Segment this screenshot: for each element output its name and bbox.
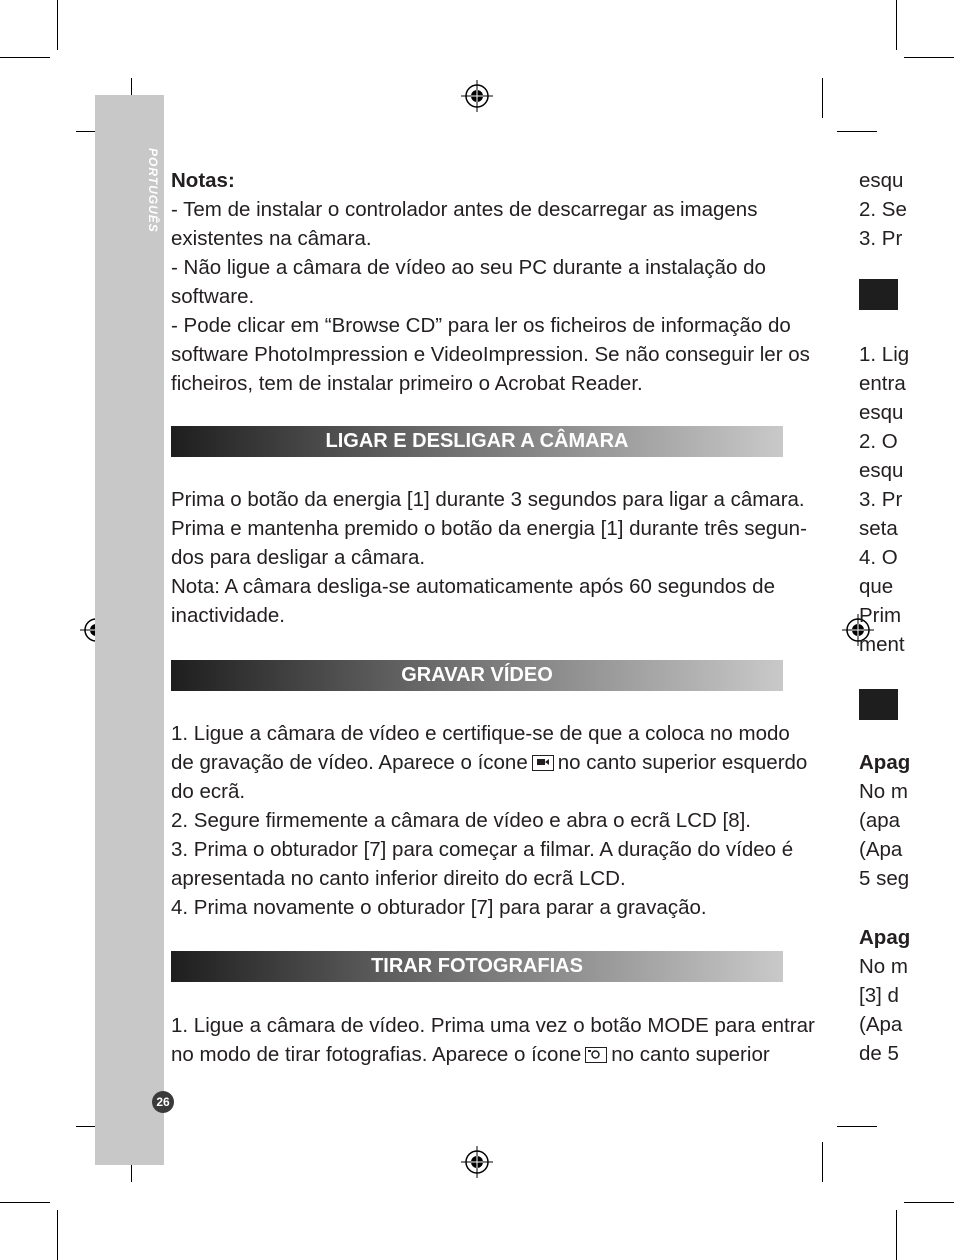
body-line: apresentada no canto inferior direito do ecrã LCD. <box>171 867 626 890</box>
notes-block <box>171 166 810 398</box>
power-block <box>171 485 807 630</box>
camera-mode-icon <box>585 1047 607 1063</box>
section-heading-photo: TIRAR FOTOGRAFIAS <box>171 951 783 982</box>
photo-block <box>171 1011 815 1069</box>
section-heading-video: GRAVAR VÍDEO <box>171 660 783 691</box>
crop-mark <box>904 1202 954 1203</box>
body-text: no modo de tirar fotografias. Aparece o ícone <box>171 1043 582 1066</box>
body-text: no canto superior esquerdo <box>557 751 808 774</box>
notes-line: - Não ligue a câmara de vídeo ao seu PC durante a instalação do <box>171 256 766 279</box>
adjacent-line: entra <box>859 372 906 395</box>
notes-line: software. <box>171 285 255 308</box>
adjacent-line: esqu <box>859 401 904 424</box>
section-heading-power: LIGAR E DESLIGAR A CÂMARA <box>171 426 783 457</box>
body-line: 3. Prima o obturador [7] para começar a filmar. A duração do vídeo é <box>171 838 794 861</box>
body-line: Nota: A câmara desliga-se automaticamente após 60 segundos de <box>171 575 775 598</box>
language-label: PORTUGUÊS <box>146 148 160 233</box>
video-block <box>171 719 808 922</box>
adjacent-line: [3] d <box>859 984 899 1007</box>
body-text: no canto superior <box>611 1043 770 1066</box>
adjacent-page-block <box>859 166 907 253</box>
page-number: 26 <box>152 1091 174 1113</box>
adjacent-line: que <box>859 575 894 598</box>
notes-line: existentes na câmara. <box>171 227 372 250</box>
notes-line: - Tem de instalar o controlador antes de descarregar as imagens <box>171 198 758 221</box>
body-line <box>171 748 808 777</box>
registration-mark-icon <box>461 1146 493 1178</box>
adjacent-line: ment <box>859 633 905 656</box>
adjacent-line: (Apa <box>859 1013 903 1036</box>
adjacent-line: 3. Pr <box>859 227 903 250</box>
adjacent-section-heading <box>859 689 898 720</box>
adjacent-line: seta <box>859 517 898 540</box>
adjacent-line: 1. Lig <box>859 343 910 366</box>
adjacent-subtitle: Apag <box>859 751 911 774</box>
crop-mark <box>904 57 954 58</box>
adjacent-line: de 5 <box>859 1042 899 1065</box>
adjacent-line: (Apa <box>859 838 903 861</box>
crop-mark <box>896 1210 897 1260</box>
adjacent-page-block <box>859 923 911 1068</box>
body-line: dos para desligar a câmara. <box>171 546 426 569</box>
notes-title: Notas: <box>171 169 235 192</box>
crop-mark <box>896 0 897 50</box>
notes-line: ficheiros, tem de instalar primeiro o Acrobat Reader. <box>171 372 643 395</box>
body-line: Prima e mantenha premido o botão da energia [1] durante três segun- <box>171 517 807 540</box>
notes-line: software PhotoImpression e VideoImpression. Se não conseguir ler os <box>171 343 810 366</box>
adjacent-line: 3. Pr <box>859 488 903 511</box>
registration-mark-icon <box>461 80 493 112</box>
adjacent-line: esqu <box>859 459 904 482</box>
adjacent-section-heading <box>859 279 898 310</box>
crop-mark <box>837 131 877 132</box>
adjacent-line: (apa <box>859 809 901 832</box>
body-line: 4. Prima novamente o obturador [7] para parar a gravação. <box>171 896 707 919</box>
adjacent-line: 4. O <box>859 546 898 569</box>
adjacent-line: 2. O <box>859 430 898 453</box>
crop-mark <box>57 1210 58 1260</box>
crop-mark <box>837 1126 877 1127</box>
adjacent-line: No m <box>859 780 908 803</box>
adjacent-line: esqu <box>859 169 904 192</box>
language-tab <box>140 148 160 258</box>
video-mode-icon <box>532 755 554 771</box>
crop-mark <box>57 0 58 50</box>
crop-mark <box>822 1142 823 1182</box>
body-line: Prima o botão da energia [1] durante 3 segundos para ligar a câmara. <box>171 488 805 511</box>
adjacent-page-block <box>859 748 911 893</box>
body-line <box>171 1040 783 1069</box>
body-line: do ecrã. <box>171 780 246 803</box>
adjacent-line: Prim <box>859 604 902 627</box>
adjacent-subtitle: Apag <box>859 926 911 949</box>
body-line: 1. Ligue a câmara de vídeo e certifique-se de que a coloca no modo <box>171 722 790 745</box>
body-line: 2. Segure firmemente a câmara de vídeo e abra o ecrã LCD [8]. <box>171 809 751 832</box>
crop-mark <box>822 78 823 118</box>
body-text: de gravação de vídeo. Aparece o ícone <box>171 751 528 774</box>
crop-mark <box>0 1202 50 1203</box>
adjacent-line: 5 seg <box>859 867 910 890</box>
body-line: inactividade. <box>171 604 285 627</box>
adjacent-line: 2. Se <box>859 198 907 221</box>
notes-line: - Pode clicar em “Browse CD” para ler os ficheiros de informação do <box>171 314 791 337</box>
adjacent-line: No m <box>859 955 908 978</box>
adjacent-page-block <box>859 340 910 659</box>
body-line: 1. Ligue a câmara de vídeo. Prima uma vez o botão MODE para entrar <box>171 1014 815 1037</box>
crop-mark <box>0 57 50 58</box>
